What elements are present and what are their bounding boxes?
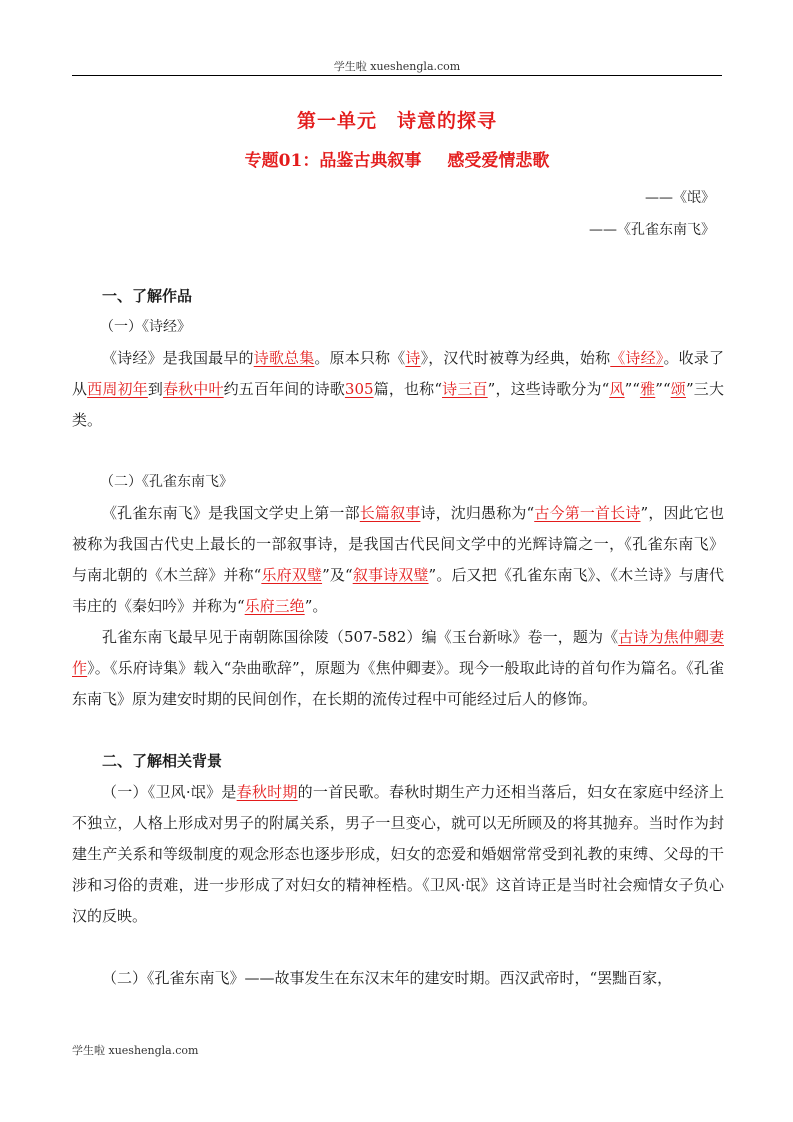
- page-header: 学生啦 xueshengla.com: [333, 60, 461, 73]
- subtitle-part-2: 感受爱情悲歌: [447, 151, 550, 171]
- work-title-2: ——《孔雀东南飞》: [589, 222, 715, 238]
- subtitle-part-1: 专题01：品鉴古典叙事: [244, 151, 422, 171]
- header-divider: [72, 75, 722, 76]
- document-body: [72, 281, 724, 994]
- paragraph-weifeng-background: （一）《卫风·氓》是春秋时期的一首民歌。春秋时期生产力还相当落后，妇女在家庭中经济上不独立，人格上形成对男子的附属关系，男子一旦变心，就可以无所顾及的将其抛弃。当时作为封建生产关系和等级制度的观念形态也逐步形成，妇女的恋爱和婚姻常常受到礼教的束缚、父母的干涉和习俗的责难，进一步形成了对妇女的精神桎梏。《卫风·氓》这首诗正是当时社会痴情女子负心汉的反映。: [72, 783, 724, 925]
- subsection-heading-shijing: （一）《诗经》: [100, 319, 191, 335]
- paragraph-kongque-origin: 孔雀东南飞最早见于南朝陈国徐陵（507-582）编《玉台新咏》卷一，题为《古诗为焦仲卿妻作》。《乐府诗集》载入“杂曲歌辞”，原题为《焦仲卿妻》。现今一般取此诗的首句作为篇名。《孔雀东南飞》原为建安时期的民间创作，在长期的流传过程中可能经过后人的修饰。: [72, 628, 724, 708]
- unit-title: 第一单元 诗意的探寻: [296, 110, 497, 132]
- work-title-1: ——《氓》: [645, 190, 715, 206]
- paragraph-kongque-background: （二）《孔雀东南飞》——故事发生在东汉末年的建安时期。西汉武帝时，“罢黜百家，: [102, 969, 673, 987]
- section-heading-2: 二、了解相关背景: [102, 752, 223, 770]
- section-heading-1: 一、了解作品: [102, 287, 193, 305]
- paragraph-shijing: 《诗经》是我国最早的诗歌总集。原本只称《诗》，汉代时被尊为经典，始称《诗经》。收录了从西周初年到春秋中叶约五百年间的诗歌305篇，也称“诗三百”，这些诗歌分为“风”“雅”“颂”三大类。: [72, 349, 724, 429]
- paragraph-kongque: 《孔雀东南飞》是我国文学史上第一部长篇叙事诗，沈归愚称为“古今第一首长诗”，因此它也被称为我国古代史上最长的一部叙事诗，是我国古代民间文学中的光辉诗篇之一，《孔雀东南飞》与南北朝的《木兰辞》并称“乐府双璧”及“叙事诗双璧”。后又把《孔雀东南飞》、《木兰诗》与唐代韦庄的《秦妇吟》并称为“乐府三绝”。: [72, 504, 724, 615]
- subsection-heading-kongque: （二）《孔雀东南飞》: [100, 474, 233, 490]
- topic-subtitle: [72, 146, 722, 171]
- page-footer: 学生啦 xueshengla.com: [72, 1044, 199, 1057]
